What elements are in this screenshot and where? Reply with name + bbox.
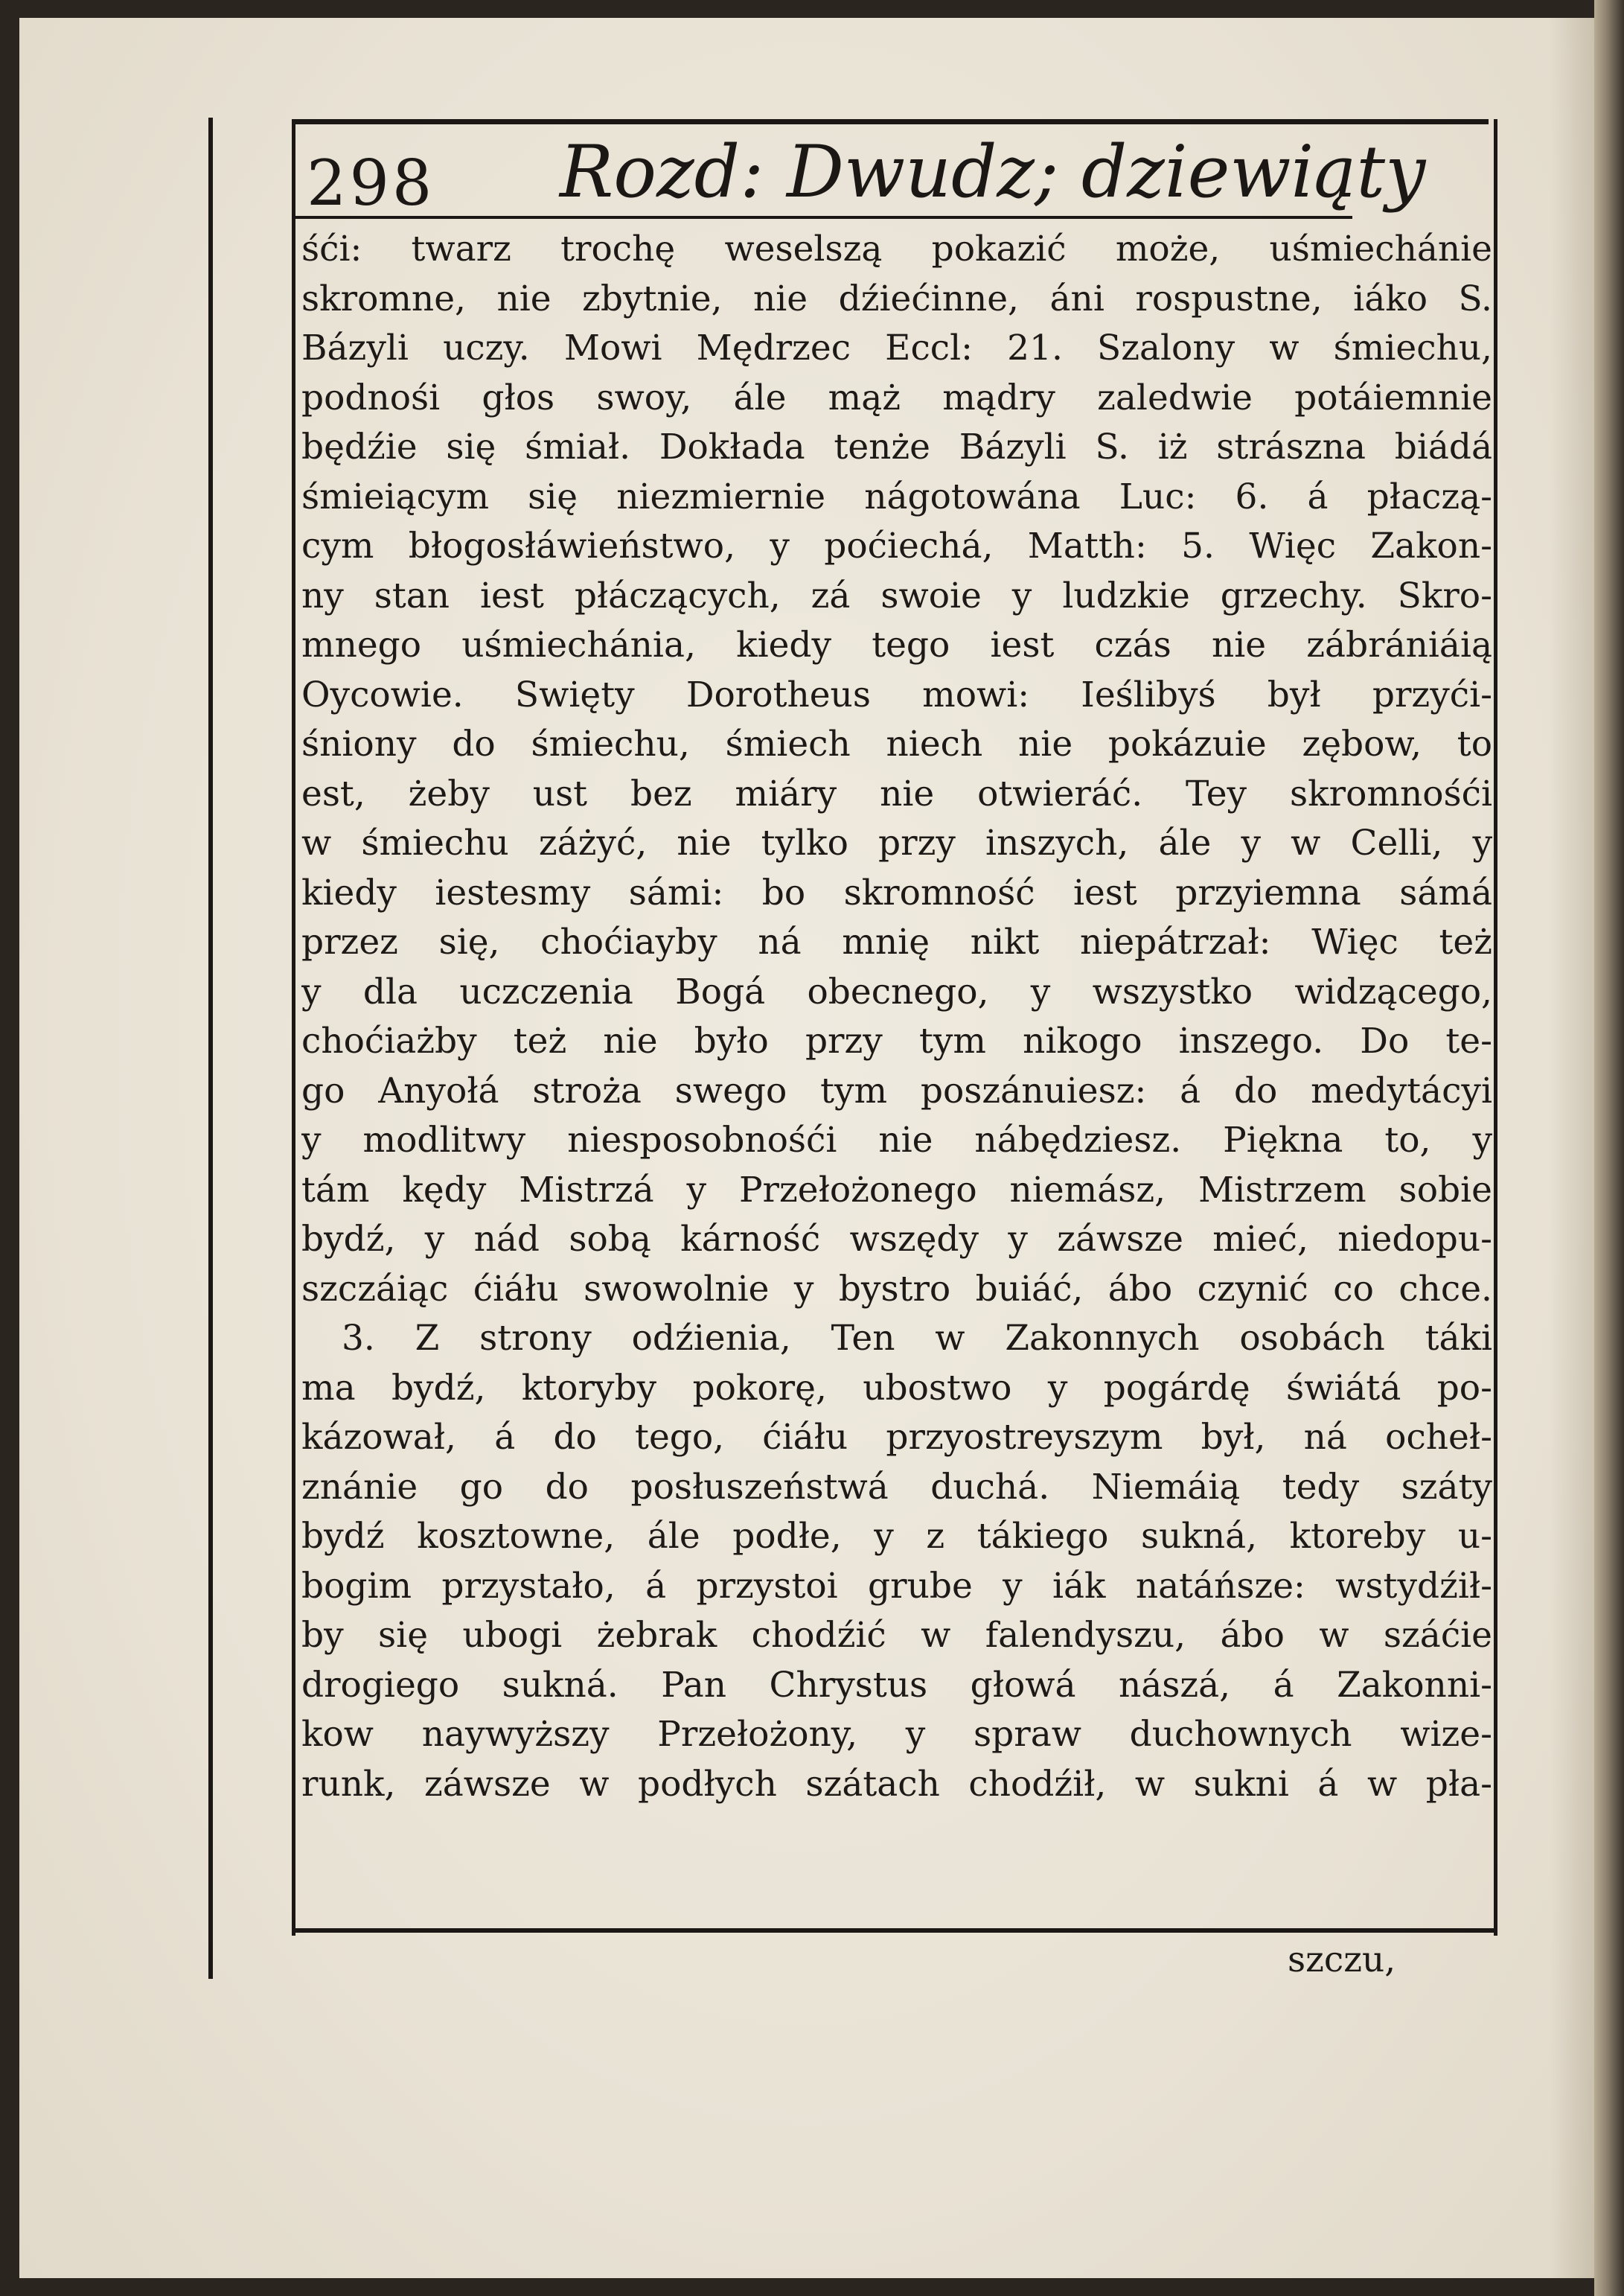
text-line: est, żeby ust bez miáry nie otwieráć. Tey skromnośći	[301, 773, 1492, 814]
text-line: w śmiechu záżyć, nie tylko przy inszych, ále y w Celli, y	[301, 823, 1492, 864]
text-line: mnego uśmiechánia, kiedy tego iest czás nie zábrániáią	[301, 625, 1492, 666]
text-line: bydź, y nád sobą kárność wszędy y záwsze mieć, niedopu-	[301, 1219, 1492, 1260]
page-header	[307, 130, 1426, 220]
top-rule	[292, 119, 1489, 124]
text-line: choćiażby też nie było przy tym nikogo inszego. Do te-	[301, 1021, 1492, 1062]
text-line: śniony do śmiechu, śmiech niech nie pokázuie zębow, to	[301, 724, 1492, 765]
text-line: kázował, á do tego, ćiáłu przyostreyszym był, ná ocheł-	[301, 1417, 1492, 1458]
text-line: podnośi głos swoy, ále mąż mądry zaledwie potáiemnie	[301, 377, 1492, 418]
text-line: skromne, nie zbytnie, nie dźiećinne, áni rospustne, iáko S.	[301, 278, 1492, 319]
catchword: szczu,	[1288, 1939, 1396, 1980]
text-line: tám kędy Mistrzá y Przełożonego niemász, Mistrzem sobie	[301, 1169, 1492, 1211]
text-line: Bázyli uczy. Mowi Mędrzec Eccl: 21. Szalony w śmiechu,	[301, 328, 1492, 369]
text-line: ny stan iest płáczących, zá swoie y ludzkie grzechy. Skro-	[301, 575, 1492, 616]
text-line: 3. Z strony odźienia, Ten w Zakonnych osobách táki	[342, 1318, 1492, 1359]
text-line: runk, záwsze w podłych szátach chodźił, w sukni á w pła-	[301, 1763, 1492, 1805]
text-line: Oycowie. Swięty Dorotheus mowi: Ieślibyś był przyći-	[301, 674, 1492, 715]
text-line: ma bydź, ktoryby pokorę, ubostwo y pogárdę świátá po-	[301, 1367, 1492, 1409]
text-line: znánie go do posłuszeństwá duchá. Niemáią tedy száty	[301, 1466, 1492, 1508]
text-line: bogim przystało, á przystoi grube y iák natáńsze: wstydźił-	[301, 1565, 1492, 1607]
text-line: by się ubogi żebrak chodźić w falendyszu, ábo w száćie	[301, 1615, 1492, 1656]
text-line: y dla uczczenia Bogá obecnego, y wszystko widzącego,	[301, 971, 1492, 1013]
text-line: śći: twarz trochę weselszą pokazić może, uśmiechánie	[301, 229, 1492, 270]
text-line: przez się, choćiayby ná mnię nikt niepátrzał: Więc też	[301, 922, 1492, 963]
page-number: 298	[307, 147, 435, 220]
text-line: bydź kosztowne, ále podłe, y z tákiego sukná, ktoreby u-	[301, 1516, 1492, 1557]
text-line: będźie się śmiał. Dokłada tenże Bázyli S. iż strászna biádá	[301, 427, 1492, 468]
text-line: szczáiąc ćiáłu swowolnie y bystro buiáć, ábo czynić co chce.	[301, 1268, 1492, 1310]
text-line: kow naywyższy Przełożony, y spraw duchownych wize-	[301, 1714, 1492, 1755]
text-line: cym błogosłáwieństwo, y poćiechá, Matth: 5. Więc Zakon-	[301, 526, 1492, 567]
body-text	[301, 225, 1492, 1809]
header-rule	[295, 216, 1352, 219]
text-line: drogiego sukná. Pan Chrystus głowá nászá, á Zakonni-	[301, 1664, 1492, 1706]
bottom-rule	[292, 1928, 1497, 1933]
text-line: y modlitwy niesposobnośći nie nábędziesz. Piękna to, y	[301, 1120, 1492, 1161]
text-line: śmieiącym się niezmiernie nágotowána Luc: 6. á płaczą-	[301, 476, 1492, 517]
text-line: kiedy iestesmy sámi: bo skromność iest przyiemna sámá	[301, 872, 1492, 913]
book-fore-edge	[1594, 0, 1624, 2296]
margin-rule	[208, 118, 213, 1979]
page-gutter-shadow	[1550, 18, 1594, 2278]
text-line: go Anyołá stroża swego tym poszánuiesz: á do medytácyi	[301, 1070, 1492, 1112]
running-head: Rozd: Dwudz; dziewiąty	[560, 130, 1426, 214]
